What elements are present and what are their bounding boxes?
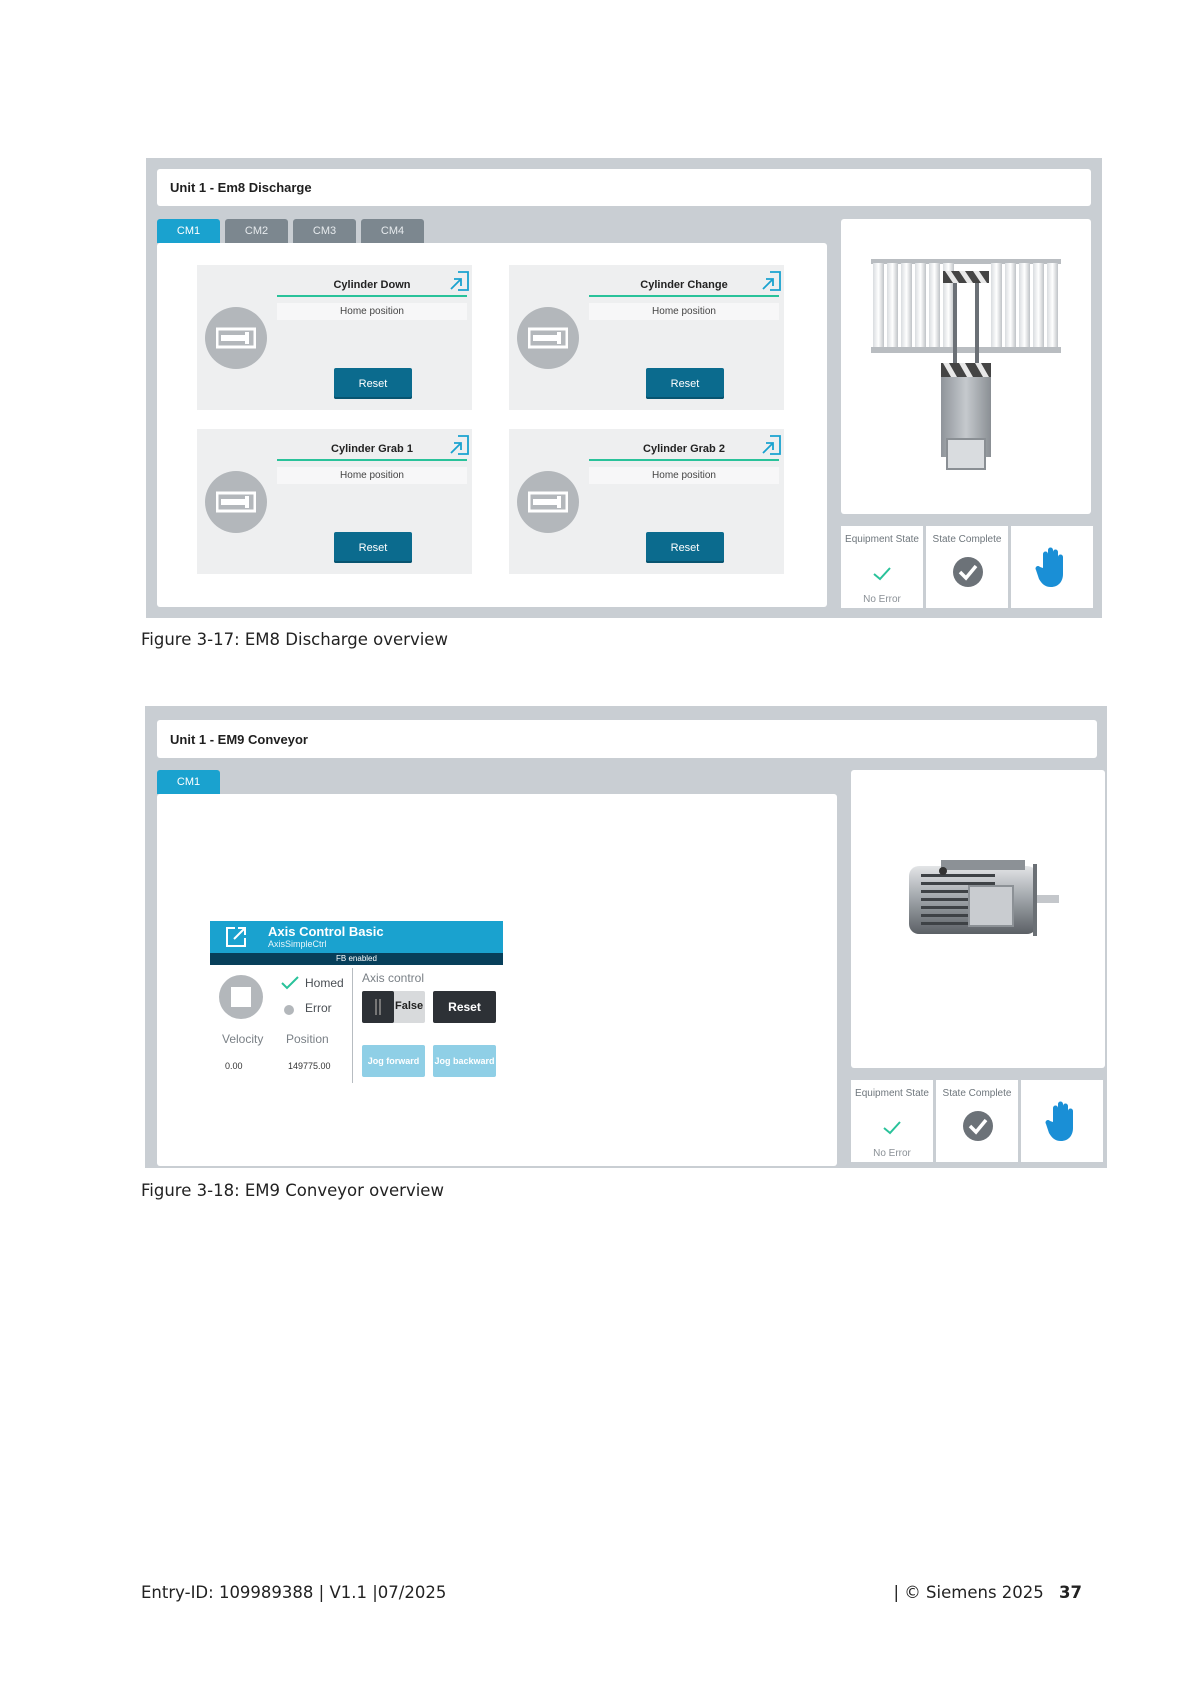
hand-icon[interactable] xyxy=(1035,546,1069,588)
axis-subtitle: AxisSimpleCtrl xyxy=(268,939,327,949)
fb-status-bar: FB enabled xyxy=(210,953,503,965)
jog-forward-button[interactable]: Jog forward xyxy=(362,1045,425,1077)
roller-conveyor-picture xyxy=(841,219,1091,514)
cylinder-card-down xyxy=(197,265,472,410)
cylinder-card-grab-2 xyxy=(509,429,784,574)
card-title: Cylinder Grab 1 xyxy=(277,439,467,461)
axis-control-faceplate xyxy=(210,921,503,1091)
equipment-state-value: No Error xyxy=(873,1148,911,1159)
state-complete-label: State Complete xyxy=(942,1088,1012,1099)
cylinder-card-change xyxy=(509,265,784,410)
open-faceplate-icon[interactable] xyxy=(448,434,470,456)
velocity-value: 0.00 xyxy=(225,1061,243,1071)
cylinder-panel xyxy=(157,243,827,607)
screen-title-bar xyxy=(157,169,1091,206)
toggle-value: False xyxy=(395,1000,424,1012)
figure-caption: Figure 3-17: EM8 Discharge overview xyxy=(141,630,448,649)
footer-entry-id: Entry-ID: 109989388 | V1.1 |07/2025 xyxy=(141,1583,447,1602)
axis-control-toggle[interactable] xyxy=(362,991,425,1023)
homed-check-icon xyxy=(281,976,299,990)
discharge-station-image xyxy=(841,219,1091,514)
cm-tab-bar xyxy=(157,219,424,243)
hand-icon[interactable] xyxy=(1045,1100,1079,1142)
equipment-state-value: No Error xyxy=(863,594,901,605)
card-state: Home position xyxy=(589,467,779,484)
tab-cm2[interactable]: CM2 xyxy=(225,219,288,243)
axis-header xyxy=(210,921,503,953)
axis-reset-button[interactable]: Reset xyxy=(433,991,496,1023)
footer-copyright-text: | © Siemens 2025 xyxy=(893,1583,1044,1602)
screen-title: Unit 1 - Em8 Discharge xyxy=(170,180,312,195)
equipment-state-cell xyxy=(851,1080,933,1162)
state-complete-check-icon xyxy=(962,1110,994,1142)
position-label: Position xyxy=(286,1032,329,1046)
tab-cm4[interactable]: CM4 xyxy=(361,219,424,243)
cm-tab-bar xyxy=(157,770,220,794)
screen-title-bar xyxy=(157,720,1097,758)
stop-square-icon xyxy=(231,987,251,1007)
cylinder-icon xyxy=(205,307,267,369)
tab-cm1[interactable]: CM1 xyxy=(157,770,220,794)
open-faceplate-icon[interactable] xyxy=(760,434,782,456)
open-faceplate-icon[interactable] xyxy=(760,270,782,292)
equipment-state-cell xyxy=(841,526,923,608)
cylinder-card-grab-1 xyxy=(197,429,472,574)
state-complete-cell xyxy=(926,526,1008,608)
motor-picture xyxy=(851,770,1105,1068)
em9-conveyor-screen xyxy=(145,706,1107,1168)
manual-mode-cell[interactable] xyxy=(1021,1080,1103,1162)
error-label: Error xyxy=(305,1001,332,1015)
state-complete-check-icon xyxy=(952,556,984,588)
divider xyxy=(352,968,353,1083)
open-faceplate-icon[interactable] xyxy=(448,270,470,292)
toggle-knob xyxy=(362,991,394,1023)
position-value: 149775.00 xyxy=(288,1061,331,1071)
reset-button[interactable]: Reset xyxy=(646,532,724,563)
check-icon xyxy=(882,1120,902,1136)
card-title: Cylinder Change xyxy=(589,275,779,297)
figure-caption: Figure 3-18: EM9 Conveyor overview xyxy=(141,1181,444,1200)
screen-title: Unit 1 - EM9 Conveyor xyxy=(170,731,308,747)
cylinder-icon xyxy=(517,471,579,533)
axis-panel xyxy=(157,794,837,1166)
state-complete-cell xyxy=(936,1080,1018,1162)
card-title: Cylinder Down xyxy=(277,275,467,297)
card-state: Home position xyxy=(277,467,467,484)
equipment-state-label: Equipment State xyxy=(845,534,919,545)
cylinder-icon xyxy=(517,307,579,369)
state-complete-label: State Complete xyxy=(932,534,1002,545)
footer-copyright xyxy=(894,1583,1083,1602)
axis-stop-indicator xyxy=(219,975,263,1019)
manual-mode-cell[interactable] xyxy=(1011,526,1093,608)
open-faceplate-icon[interactable] xyxy=(224,925,248,949)
cylinder-icon xyxy=(205,471,267,533)
reset-button[interactable]: Reset xyxy=(334,368,412,399)
conveyor-motor-image xyxy=(851,770,1105,1068)
reset-button[interactable]: Reset xyxy=(334,532,412,563)
page-number: 37 xyxy=(1059,1583,1082,1602)
reset-button[interactable]: Reset xyxy=(646,368,724,399)
tab-cm1[interactable]: CM1 xyxy=(157,219,220,243)
jog-backward-button[interactable]: Jog backward xyxy=(433,1045,496,1077)
axis-title: Axis Control Basic xyxy=(268,924,384,939)
axis-control-label: Axis control xyxy=(362,971,425,985)
card-state: Home position xyxy=(277,303,467,320)
tab-cm3[interactable]: CM3 xyxy=(293,219,356,243)
velocity-label: Velocity xyxy=(222,1032,264,1046)
em8-discharge-screen xyxy=(146,158,1102,618)
card-state: Home position xyxy=(589,303,779,320)
homed-label: Homed xyxy=(305,976,344,990)
equipment-status-bar xyxy=(851,1080,1103,1162)
card-title: Cylinder Grab 2 xyxy=(589,439,779,461)
error-dot-icon xyxy=(284,1005,294,1015)
equipment-status-bar xyxy=(841,526,1093,608)
equipment-state-label: Equipment State xyxy=(855,1088,929,1099)
check-icon xyxy=(872,566,892,582)
